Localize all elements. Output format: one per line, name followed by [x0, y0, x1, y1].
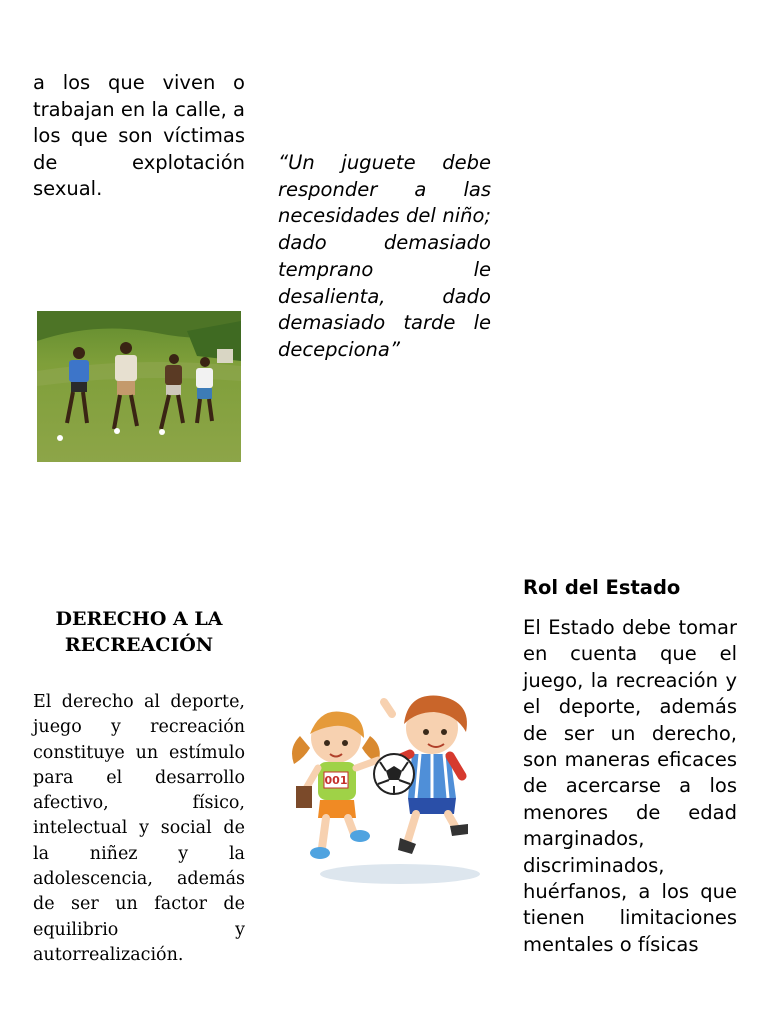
bib-number: 001 [324, 774, 348, 787]
recreation-body-paragraph: El derecho al deporte, juego y recreación constituye un estímulo para el desarrollo afectivo, físico, intelectual y social de la niñez y la adolescencia, además de ser un factor de equilibrio y autorrealización. [33, 692, 245, 965]
children-playing-photo [37, 311, 241, 462]
soccer-ball-icon [374, 754, 414, 794]
kids-soccer-cartoon [280, 688, 490, 888]
state-role-body-paragraph: El Estado debe tomar en cuenta que el juego, la recreación y el deporte, además de ser un derecho, son maneras eficaces de acercarse a los menores de edad marginados, discriminados, huérfanos, a los que tienen limitaciones mentales o físicas [523, 616, 737, 956]
girl-figure-icon [292, 711, 380, 859]
state-role-title: Rol del Estado [523, 576, 681, 599]
intro-paragraph: a los que viven o trabajan en la calle, a los que son víctimas de explotación sexual. [33, 71, 245, 200]
recreation-section-title: DERECHO A LA RECREACIÓN [55, 608, 223, 656]
quote-paragraph: “Un juguete debe responder a las necesidades del niño; dado demasiado temprano le desalienta, dado demasiado tarde le decepciona” [278, 151, 491, 361]
